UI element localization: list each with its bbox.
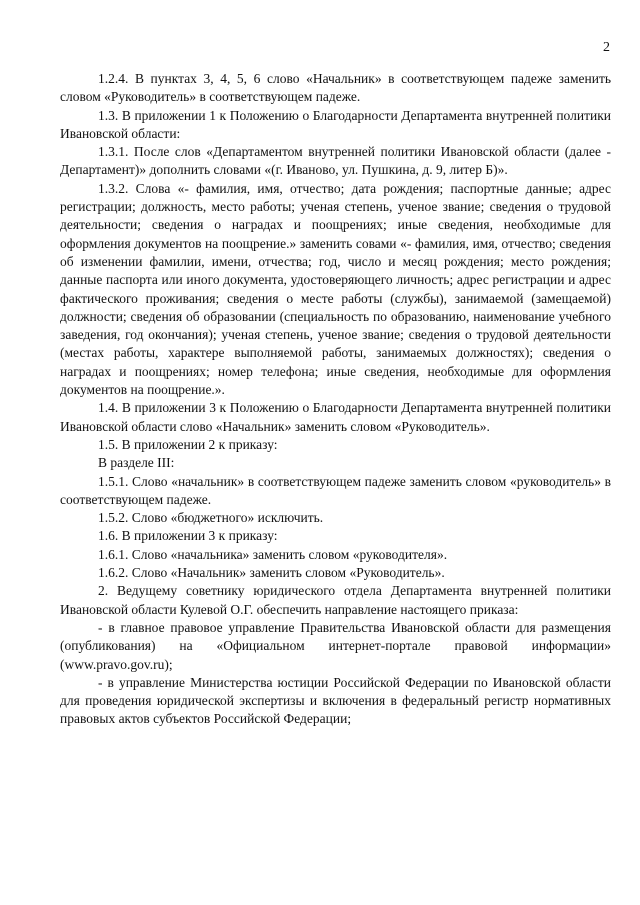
paragraph-1-2-4: 1.2.4. В пунктах 3, 4, 5, 6 слово «Начальник» в соответствующем падеже заменить словом «Руководитель» в соответствующем падеже. [60,71,611,105]
paragraph-1-5-2: 1.5.2. Слово «бюджетного» исключить. [98,510,324,526]
paragraph-1-5: 1.5. В приложении 2 к приказу: [98,436,278,452]
paragraph-1-3: 1.3. В приложении 1 к Положению о Благодарности Департамента внутренней политики Ивановской области: [60,107,611,141]
paragraph-section-iii: В разделе III: [98,455,175,471]
list-item-justice-ministry: - в управление Министерства юстиции Российской Федерации по Ивановской области для проведения юридической экспертизы и включения в федеральный регистр нормативных правовых актов субъектов Российской Федерации; [60,674,611,727]
paragraph-1-3-1: 1.3.1. После слов «Департаментом внутренней политики Ивановской области (далее - Департамент)» дополнить словами «(г. Иваново, ул. Пушкина, д. 9, литер Б)». [60,144,611,178]
paragraph-1-6-1: 1.6.1. Слово «начальника» заменить словом «руководителя». [98,546,448,562]
paragraph-1-4: 1.4. В приложении 3 к Положению о Благодарности Департамента внутренней политики Ивановской области слово «Начальник» заменить словом «Руководитель». [60,400,611,434]
paragraph-1-6-2: 1.6.2. Слово «Начальник» заменить словом «Руководитель». [98,565,445,581]
paragraph-2: 2. Ведущему советнику юридического отдела Департамента внутренней политики Ивановской области Кулевой О.Г. обеспечить направление настоящего приказа: [60,583,611,617]
paragraph-1-6: 1.6. В приложении 3 к приказу: [98,528,278,544]
paragraph-1-5-1: 1.5.1. Слово «начальник» в соответствующем падеже заменить словом «руководитель» в соответствующем падеже. [60,473,611,507]
paragraph-1-3-2: 1.3.2. Слова «- фамилия, имя, отчество; дата рождения; паспортные данные; адрес регистрации; должность, место работы; ученая степень, ученое звание; сведения о трудовой деятельности; сведения о наградах и поощрениях; иные сведения, необходимые для оформления документов на поощрение.» заменить совами «- фамилия, имя, отчество; сведения об изменении фамилии, имени, отчества; год, число и месяц рождения; место рождения; данные паспорта или иного документа, удостоверяющего личность; адрес регистрации и адрес фактического проживания; сведения о месте работы (службы), занимаемой (замещаемой) должности; сведения об образовании (специальность по образованию, наименование учебного заведения, год окончания); ученая степень, ученое звание; сведения о трудовой деятельности (местах работы, характере выполняемой работы, занимаемых должностях); сведения о наградах и поощрениях; номер телефона; иные сведения, необходимые для оформления документов на поощрение.». [60,180,611,398]
document-body [60,70,611,729]
page-number: 2 [603,40,610,55]
list-item-publication: - в главное правовое управление Правительства Ивановской области для размещения (опубликования) на «Официальном интернет-портале правовой информации» (www.pravo.gov.ru); [60,619,611,672]
